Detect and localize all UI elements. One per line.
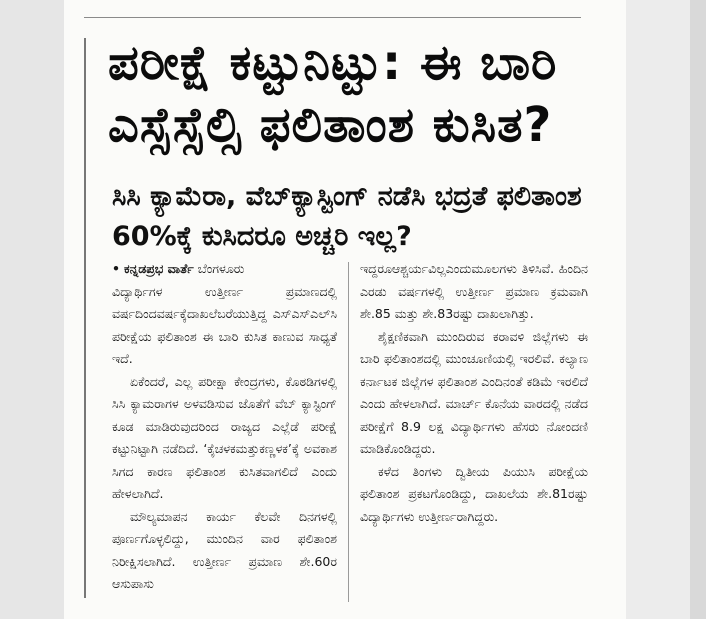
article-column-right [360,258,588,528]
paragraph: ಮೌಲ್ಯಮಾಪನ ಕಾರ್ಯ ಕೆಲವೇ ದಿನಗಳಲ್ಲಿ ಪೂರ್ಣಗೊಳ್ಳಲಿದ್ದು, ಮುಂದಿನ ವಾರ ಫಲಿತಾಂಶ ನಿರೀಕ್ಷಿಸಲಾಗಿದೆ. ಉತ್ತೀರ್ಣ ಪ್ರಮಾಣ ಶೇ.60ರ ಆಸುಪಾಸು [112,508,337,591]
bullet-icon: • [112,261,120,276]
top-rule [84,17,581,18]
paragraph: ಏಕೆಂದರೆ, ಎಲ್ಲ ಪರೀಕ್ಷಾ ಕೇಂದ್ರಗಳು, ಕೊಠಡಿಗಳಲ್ಲಿ ಸಿಸಿ ಕ್ಯಾಮರಾಗಳ ಅಳವಡಿಸುವ ಜೊತೆಗೆ ವೆಬ್‌ ಕ್ಯಾಸ್ಟಿಂಗ್ ಕೂಡ ಮಾಡಿರುವುದರಿಂದ ರಾಜ್ಯದ ಎಲ್ಲೆಡೆ ಪರೀಕ್ಷೆ ಕಟ್ಟುನಿಟ್ಟಾಗಿ ನಡೆದಿದೆ. ‘ಕೈಚಳಕಮತ್ತುಕಣ್ಣಳಕ’ಕ್ಕೆ ಅವಕಾಶ ಸಿಗದ ಕಾರಣ ಫಲಿತಾಂಶ ಕುಸಿತವಾಗಲಿದೆ ಎಂದು ಹೇಳಲಾಗಿದೆ. [112,373,337,501]
source-credit: ಕನ್ನಡಪ್ರಭ ವಾರ್ತೆ [123,261,194,276]
dateline [112,258,337,281]
column-divider [348,262,349,602]
dateline-city: ಬೆಂಗಳೂರು [197,261,245,276]
article-column-left [112,258,337,596]
headline: ಪರೀಕ್ಷೆ ಕಟ್ಟುನಿಟ್ಟು: ಈ ಬಾರಿ ಎಸ್ಸೆಸ್ಸೆಲ್ಸಿ ಫಲಿತಾಂಶ ಕುಸಿತ? [108,35,558,153]
paragraph: ಶೈಕ್ಷಣಿಕವಾಗಿ ಮುಂದಿರುವ ಕರಾವಳಿ ಜಿಲ್ಲೆಗಳು ಈ ಬಾರಿ ಫಲಿತಾಂಶದಲ್ಲಿ ಮುಂಚೂಣಿಯಲ್ಲಿ ಇರಲಿವೆ. ಕಲ್ಯಾಣ ಕರ್ನಾಟಕ ಜಿಲ್ಲೆಗಳ ಫಲಿತಾಂಶ ಎಂದಿನಂತೆ ಕಡಿಮೆ ಇರಲಿದೆ ಎಂದು ಹೇಳಲಾಗಿದೆ. ಮಾರ್ಚ್ ಕೊನೆಯ ವಾರದಲ್ಲಿ ನಡೆದ ಪರೀಕ್ಷೆಗೆ 8.9 ಲಕ್ಷ ವಿದ್ಯಾರ್ಥಿಗಳು ಹೆಸರು ನೋಂದಣಿ ಮಾಡಿಕೊಂಡಿದ್ದರು. [360,328,588,456]
left-rule [84,38,86,598]
background-right-edge [690,0,706,619]
subheadline: ಸಿಸಿ ಕ್ಯಾಮೆರಾ, ವೆಬ್‌ಕ್ಯಾಸ್ಟಿಂಗ್ ನಡೆಸಿ ಭದ್ರತೆ ಫಲಿತಾಂಶ 60%ಕ್ಕೆ ಕುಸಿದರೂ ಅಚ್ಚರಿ ಇಲ್ಲ? [112,181,582,252]
background-left [0,0,64,619]
paragraph: ವಿದ್ಯಾರ್ಥಿಗಳ ಉತ್ತೀರ್ಣ ಪ್ರಮಾಣದಲ್ಲಿ ವರ್ಷದಿಂದವರ್ಷಕ್ಕೆದಾಖಲೆಬರೆಯುತ್ತಿದ್ದ ಎಸ್‌ಎಸ್‌ಎಲ್‌ಸಿ ಪರೀಕ್ಷೆಯ ಫಲಿತಾಂಶ ಈ ಬಾರಿ ಕುಸಿತ ಕಾಣುವ ಸಾಧ್ಯತೆ ಇದೆ. [112,283,337,366]
paragraph: ಕಳೆದ ತಿಂಗಳು ದ್ವಿತೀಯ ಪಿಯುಸಿ ಪರೀಕ್ಷೆಯ ಫಲಿತಾಂಶ ಪ್ರಕಟಗೊಂಡಿದ್ದು, ದಾಖಲೆಯ ಶೇ.81ರಷ್ಟು ವಿದ್ಯಾರ್ಥಿಗಳು ಉತ್ತೀರ್ಣರಾಗಿದ್ದರು. [360,463,588,524]
paragraph: ಇದ್ದರೂಆಶ್ಚರ್ಯವಿಲ್ಲಎಂದುಮೂಲಗಳು ತಿಳಿಸಿವೆ. ಹಿಂದಿನ ಎರಡು ವರ್ಷಗಳಲ್ಲಿ ಉತ್ತೀರ್ಣ ಪ್ರಮಾಣ ಕ್ರಮವಾಗಿ ಶೇ.85 ಮತ್ತು ಶೇ.83ರಷ್ಟು ದಾಖಲಾಗಿತ್ತು. [360,261,588,321]
